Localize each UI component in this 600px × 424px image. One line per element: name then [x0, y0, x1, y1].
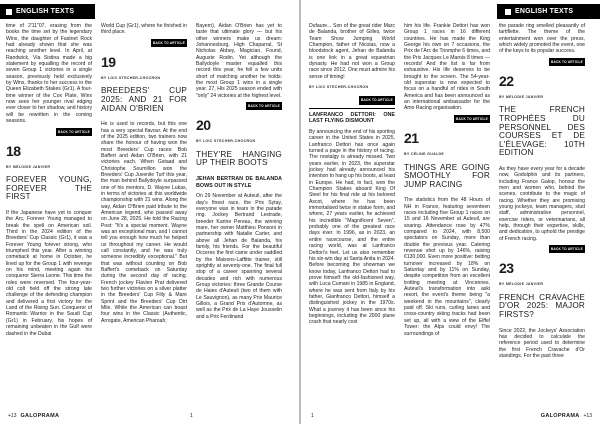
article-text: On 29 November at Auteuil, after the day's finest race, the Prix Sytay, everyone was in tears in the parade ring. Jockey Bertrand Lestrade, breeder Karine Pereau, the winning mare, her owner Matthieu Ponsoni in partnership with Natalie Carter, and above all Jehan de Balanda, his family, his friends. For the beautiful Occeres the first came under saddled by the Maisons-Laffitte trainer, still sprightly at seventy-one. The final full stop of a career spanning several decades and rich with numerous Group victories: three Grande Course de Haies d'Auteuil (two of them with Le Sauvignon), as many Prix Maurice Gillois, a Grand Prix d'Automne, as well as the Prix de La Haye Jousselin and a Prix Ferdinand — [196, 193, 282, 320]
back-to-article-button[interactable]: BACK TO ARTICLE — [6, 128, 92, 136]
section-header-label: ENGLISH TEXTS — [515, 8, 574, 15]
article-title: BREEDERS' CUP 2025: AND 21 FOR AIDAN O'BRIEN — [101, 86, 187, 113]
right-column-2 — [404, 23, 490, 337]
article-title: THE FRENCH TROPHÉES DU PERSONNEL DES COURSES ET DE L'ÉLEVAGE: 10TH EDITION — [499, 105, 585, 158]
article-title: FRENCH CRAVACHE D'OR 2025: MAJOR FIRSTS? — [499, 292, 585, 319]
article-byline: BY LOIC STECHER-CHOCRON — [309, 85, 369, 90]
page-number: 1 — [190, 413, 193, 419]
article-number: 21 — [404, 130, 419, 147]
article-text: him his life. Frankie Dettori has won Group 1 races in 16 different countries. He has made the King George his own on 7 occasions, the Prix de l'Arc de Triomphe 6 times, and the Prix Jacques Le Marois 8 times — records! And the list is far from exhaustive. His life deserves to be brought to the screen. The 54-year-old superstar is now expected to focus on a handful of rides in South America and has been announced as an international ambassador for the Amo Racing organisation. — [404, 23, 490, 112]
back-to-article-button[interactable]: BACK TO ARTICLE — [404, 115, 490, 123]
article-byline: BY CÉLINE GUALDE — [404, 152, 445, 157]
section-header-label: ENGLISH TEXTS — [16, 8, 75, 15]
article-text: He is used to records, but this one has a very special flavour. At the end of the 2025 edition, two trainers now share the honour of having won the most Breeders' Cup races: Bob Baffert and Aidan O'Brien, with 21 victories each. When Gstaad and Christophe Soumillon won the Breeders' Cup Juvenile Turf this year, the man behind Ballydoyle surpassed one of his mentors, D. Wayne Lukas, in terms of victories at this worldwide championship with 21 wins. Along the way, Aidan O'Brien paid tribute to the American legend, who passed away on June 28, 2025. He told the Racing Post: "It's a special moment. Wayne was an exceptional man, and I cannot tell you enough how much he helped us throughout my career. He would call constantly, and he was truly someone incredibly exceptional." But that was without counting on Bob Baffert's comeback on Saturday during the second day of racing. French jockey Flavien Prat delivered two further victories on a silver platter in the Breeders' Cup Filly & Mare Sprint and the Breeders' Cup Dirt Mile. While the American can boast four wins in the Classic (Authentic, Arrogate, American Pharoah, — [101, 121, 187, 324]
article-number: 18 — [6, 142, 21, 159]
left-column-3 — [196, 23, 282, 320]
footer-page-ref: +13 — [8, 413, 17, 419]
article-byline: BY LOIC STECHER-CHOCRON — [196, 139, 256, 144]
article-text: Bayern), Aidan O'Brien has yet to taste that ultimate glory — but his other winners make us dream: Johannesburg, High Chaparral, St Nicholas Abbey, Magician, Found, Auguste Rodin. Yet although the Ballydoyle master equalled this record this year, he fell a few units short of matching another he holds: the most Group 1 wins in a single year. 27, His 2025 season ended with "only" 24 victories at the highest level. — [196, 23, 282, 99]
right-column-1 — [309, 23, 395, 326]
article-title: FOREVER YOUNG, FOREVER THE FIRST — [6, 175, 92, 202]
article-text: As they have every year for a decade now, Godolphin and its partners, including France Galop, honour the men and women who, behind the scenes, contribute to the magic of racing. Whether they are promising young jockeys, team managers, stud staff, administrative personnel, exercise riders, or veterinarians, all help, through their expertise, skills, and dedication, to uphold the prestige of French racing. — [499, 165, 585, 242]
article-byline: BY LOIC STECHER-CHOCRON — [101, 76, 161, 81]
left-column-1 — [6, 23, 92, 337]
article-title: THINGS ARE GOING SMOOTHLY FOR JUMP RACING — [404, 162, 490, 189]
back-to-article-button[interactable]: BACK TO ARTICLE — [196, 102, 282, 110]
footer-page-ref: +13 — [583, 413, 592, 419]
footer-brand: GALOPRAMA — [540, 413, 580, 419]
article-number: 23 — [499, 260, 514, 277]
back-to-article-button[interactable]: BACK TO ARTICLE — [101, 39, 187, 47]
article-number: 20 — [196, 117, 211, 134]
right-column-3 — [499, 23, 585, 359]
article-subtitle: JEHAN BERTRAN DE BALANDA BOWS OUT IN STYLE — [196, 176, 282, 189]
article-text: The statistics from the 48 Hours of NH in France, featuring seventeen races including five Group 1 races on 15 and 16 November at Auteuil, are soaring. Attendance rose by 47% compared to 2024, with 8,500 spectators on Sunday, more than double the previous year. Catering revenue shot up by 146%, raising €130,000. Even more positive: betting turnover increased by 18% on Saturday and by 11% on Sunday, despite competition from an excellent trotting meeting at Vincennes. Auteuil's transformation into aski resort, the event's theme being "a weekend in the mountains", clearly paid off. Ski runs, curling lanes and cross-country skiing tracks had been set up, all with a view of the Eiffel Tower: the Alps could envy! The surroundings of — [404, 197, 490, 337]
footer-left — [8, 413, 59, 419]
article-text: If the Japanese have yet to conquer the Arc, Forever Young managed to break the spell on American soil. Third in the 2024 edition of the Breeders' Cup Classic (Gr1), it was a Forever Young forever strong, who triumphed this year. After a winning comeback at home in October, he lined up for the Group 1 with revenge on his mind, meeting again his conqueror Sierra Leone. This time the roles were reversed. The four-year-old colt held off the strong late challenge of the defending champion and delivered a first victory for the Land of the Rising Sun. Conqueror of Romantic Warrior in the Saudi Cup (Gr1) in February, his hopes of remaining unbeaten in the Gulf were dashed in the Dubai — [6, 209, 92, 337]
article-text: By announcing the end of his sporting career in the United States in 2025, Lanfranco Dettori has once again turned a page in the history of racing. The nostalgy is already missed. Two years earlier, in 2023, the superstar jockey had already announced his intention to hang up his boots, at least in Europe. He had, in fact, won the Champion Stakes aboard King Of Steel for his final ride at his beloved Ascot, where he has been immortalised twice in statue form, and where, 27 years earlier, he achieved his incredible "Magnificent Seven", probably one of the greatest race days ever. In 1996, as in 2023, an entire racecourse, and the entire racing world, was at Lanfranco Dettori's feet. Let us also remember his six-win day at Santa Anita in 2024. Before becoming the showman we know today, Lanfranco Dettori had to prove himself: the old-fashioned way, with Luca Cumani in 1985 in England, where he was sent from Italy by his father, Gianfranco Dettori, himself a distinguished jockey in the 1970s. What a journey it has been since his beginnings, including the 2000 plane crash that nearly cost — [309, 128, 395, 326]
section-header-left — [0, 4, 95, 19]
back-to-article-button[interactable]: BACK TO ARTICLE — [309, 96, 395, 104]
article-byline: BY MÉLODIE JANVIER — [499, 95, 544, 100]
back-to-article-button[interactable]: BACK TO ARTICLE — [499, 245, 585, 253]
article-title: THEY'RE HANGING UP THEIR BOOTS — [196, 149, 282, 168]
footer-right — [541, 413, 592, 419]
article-byline: BY MÉLODIE JANVIER — [499, 282, 544, 287]
left-column-2 — [101, 23, 187, 324]
article-number: 19 — [101, 54, 116, 71]
article-text: Since 2022, the Jockeys' Association has decided to calculate the reference period used to determine the first French Cravache d'Or standings. For the past three — [499, 327, 585, 359]
page-number: 1 — [311, 413, 314, 419]
section-header-right — [497, 4, 600, 19]
article-number: 22 — [499, 73, 514, 90]
header-square-icon — [505, 9, 511, 15]
article-text: time of 2'11"07, erasing from the books the time set by the legendary Winx, the daughter of Fastnet Rock had already shown that she was reaching another level. In April, at Randwick, Via Sistina made a big statement by equalling the record of seven Group 1 victories in a single season, previously held exclusively by Winx, thanks to her success in the Queen Elizabeth Stakes (Gr1). A four-time winner of the Cox Plate, Winx now sees her younger rival edging ever closer to her shadow, and history will be rewritten in the coming seasons. — [6, 23, 92, 125]
article-byline: BY MÉLODIE JANVIER — [6, 164, 51, 169]
article-text: the parade ring smelled pleasantly of tartiflette. The theme of the entertainment won over the press, which widely promoted the event, one of the keys to its popular success. — [499, 23, 585, 55]
section-divider — [309, 108, 395, 109]
article-text: World Cup (Gr1), where he finished in third place. — [101, 23, 187, 36]
article-subtitle: LANFRANCO DETTORI: ONE LAST FLYING DISMOUNT — [309, 111, 395, 125]
left-page — [0, 0, 299, 424]
article-text: Dufaure... Son of the great rider Marc de Balanda, brother of Gilles, twice Team Show Jumping World Champion, father of Nicolas, now a bloodstock agent, Jehan de Balanda is one link in a great equestrian dynasty. He had not won a Group race since 2012. One must admire his sense of timing! — [309, 23, 395, 80]
back-to-article-button[interactable]: BACK TO ARTICLE — [499, 58, 585, 66]
header-square-icon — [6, 9, 12, 15]
footer-brand: GALOPRAMA — [20, 413, 60, 419]
right-page — [301, 0, 600, 424]
